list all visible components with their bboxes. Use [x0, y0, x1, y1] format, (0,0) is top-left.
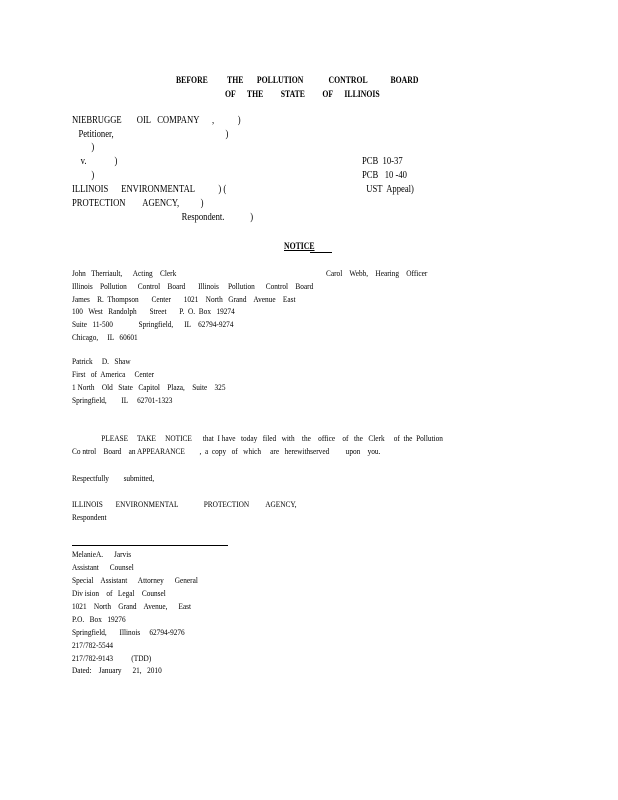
signature-line-6: P.O. Box 19276 — [72, 614, 126, 624]
signature-line-7: Springfield, Illinois 62794-9276 — [72, 627, 185, 637]
signature-line-1: MelanieA. Jarvis — [72, 549, 132, 559]
header-line-2: OF THE STATE OF ILLINOIS — [225, 89, 380, 99]
caption-line-2: Petitioner, ) — [72, 129, 229, 140]
notice-body-line-2: Co ntrol Board an APPEARANCE , a copy of which are herewithserved upon you. — [72, 446, 381, 456]
addressee-1-line-4: 100 West Randolph Street P. O. Box 19274 — [72, 306, 235, 316]
respectfully-submitted: Respectfully submitted, — [72, 473, 155, 483]
case-type: UST Appeal) — [362, 184, 414, 195]
addressee-1-line-5: Suite 11-500 Springfield, IL 62794-9274 — [72, 319, 234, 329]
caption-line-5: ) — [72, 170, 95, 181]
addressee-hearing-officer: Carol Webb, Hearing Officer — [326, 268, 428, 278]
closing-respondent: Respondent — [72, 512, 107, 522]
signature-line-5: 1021 North Grand Avenue, East — [72, 601, 192, 611]
caption-line-4: v. ) — [72, 156, 118, 167]
signature-line-8: 217/782-5544 — [72, 640, 114, 650]
addressee-1-line-3: James R. Thompson Center 1021 North Grand Avenue East — [72, 294, 296, 304]
addressee-1-line-2: Illinois Pollution Control Board Illinois Pollution Control Board — [72, 281, 314, 291]
case-number-1: PCB 10-37 — [362, 156, 403, 167]
signature-line — [72, 545, 228, 546]
addressee-1-line-1: John Therriault, Acting Clerk — [72, 268, 177, 278]
signature-line-9: 217/782-9143 (TDD) — [72, 653, 152, 663]
addressee-2-line-4: Springfield, IL 62701-1323 — [72, 395, 173, 405]
signature-dated: Dated: January 21, 2010 — [72, 665, 162, 675]
caption-line-3: ) — [72, 142, 95, 153]
title-underline — [310, 252, 332, 253]
addressee-2-line-2: First of America Center — [72, 369, 155, 379]
signature-line-3: Special Assistant Attorney General — [72, 575, 198, 585]
signature-line-2: Assistant Counsel — [72, 562, 134, 572]
header-line-1: BEFORE THE POLLUTION CONTROL BOARD — [176, 75, 419, 85]
caption-line-1: NIEBRUGGE OIL COMPANY , ) — [72, 115, 241, 126]
closing-agency: ILLINOIS ENVIRONMENTAL PROTECTION AGENCY, — [72, 499, 297, 509]
addressee-2-line-1: Patrick D. Shaw — [72, 356, 131, 366]
caption-line-7: PROTECTION AGENCY, ) — [72, 198, 204, 209]
case-number-2: PCB 10 -40 — [362, 170, 407, 181]
notice-title: NOTICE — [284, 241, 315, 251]
caption-line-8: Respondent. ) — [72, 212, 254, 223]
caption-line-6: ILLINOIS ENVIRONMENTAL ) ( — [72, 184, 227, 195]
addressee-2-line-3: 1 North Old State Capitol Plaza, Suite 325 — [72, 382, 226, 392]
signature-line-4: Div ision of Legal Counsel — [72, 588, 166, 598]
notice-body-line-1: PLEASE TAKE NOTICE that I have today filed with the office of the Clerk of the Pollution — [72, 433, 443, 443]
addressee-1-line-6: Chicago, IL 60601 — [72, 332, 138, 342]
